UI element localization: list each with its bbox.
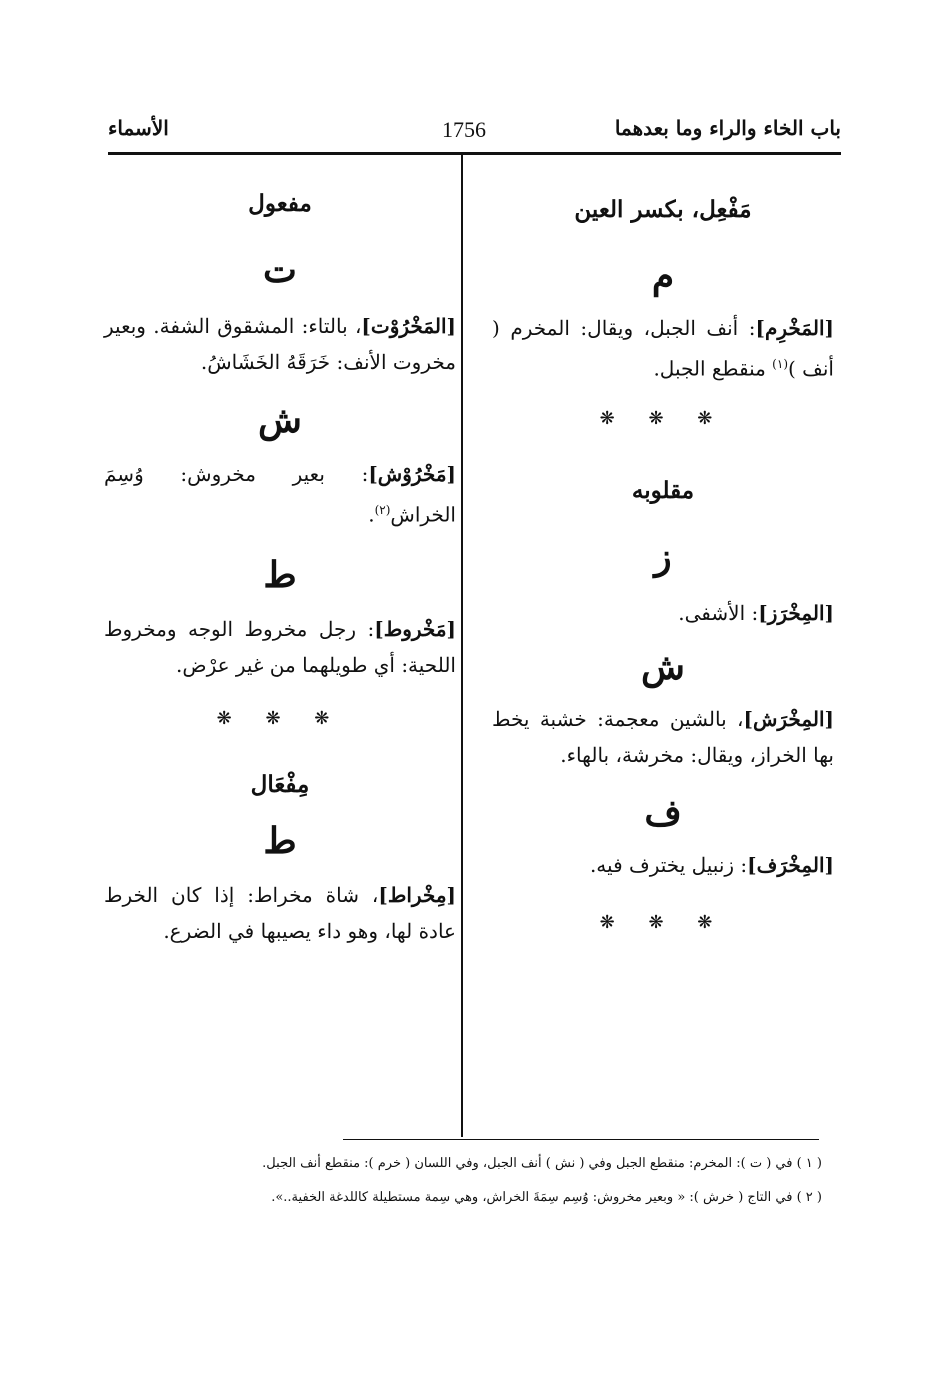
header-left-title: الأسماء bbox=[108, 116, 169, 140]
entry-headword: [المِخْرَش] bbox=[743, 706, 834, 731]
section-title: مفعول bbox=[248, 190, 312, 217]
entry bbox=[492, 595, 834, 631]
letter-heading: ت bbox=[263, 249, 297, 291]
letter-heading: ش bbox=[258, 399, 302, 441]
letter-heading: ف bbox=[644, 791, 682, 834]
entry-text: : رجل مخروط الوجه ومخروط اللحية: أي طويلهما من غير عرْض. bbox=[104, 616, 456, 677]
entry-headword: [المَخْرِم] bbox=[755, 316, 834, 340]
entry-text: : بعير مخروش: وُسِمَ الخراش bbox=[104, 462, 456, 527]
entry bbox=[104, 308, 456, 380]
entry bbox=[492, 310, 834, 387]
entry bbox=[104, 877, 456, 949]
right-column bbox=[492, 192, 834, 941]
entry-text: : أنف الجبل، ويقال: المخرم ( أنف ) bbox=[492, 316, 834, 381]
entry-headword: [المِخْرَز] bbox=[758, 600, 834, 625]
entry bbox=[104, 456, 456, 533]
entry-headword: [مِخْراط] bbox=[378, 882, 456, 907]
entry-text: ، شاة مخراط: إذا كان الخرط عادة لها، وهو داء يصيبها في الضرع. bbox=[104, 882, 456, 943]
header-right-title: باب الخاء والراء وما بعدهما bbox=[614, 116, 841, 140]
letter-heading: ز bbox=[654, 535, 672, 578]
entry-text: : الأشفى. bbox=[678, 600, 759, 625]
footnote-ref: (٢) bbox=[374, 503, 391, 517]
entry-headword: [مَخْروط] bbox=[374, 616, 456, 641]
footnote-ref: (١) bbox=[772, 357, 788, 371]
subsection-title: مِفْعَال bbox=[250, 770, 310, 798]
section-separator: ❋ ❋ ❋ bbox=[599, 911, 727, 933]
left-column bbox=[104, 186, 456, 949]
section-title: مَفْعِل، بكسر العين bbox=[574, 196, 752, 223]
entry bbox=[492, 701, 834, 773]
footnote-1: ( ١ ) في ( ت ): المخرم: منقطع الجبل وفي ( نش ) أنف الجبل، وفي اللسان ( خرم ): منقطع أنف الجبل. bbox=[262, 1156, 822, 1171]
entry-text-end: منقطع الجبل. bbox=[653, 356, 773, 381]
subsection-title: مقلوبه bbox=[631, 476, 695, 504]
entry-headword: [مَخْرُوْش] bbox=[368, 462, 456, 486]
letter-heading: م bbox=[651, 255, 675, 297]
entry-text: ، بالتاء: المشقوق الشفة. وبعير مخروت الأنف: خَرَقَهُ الخَشَاشُ. bbox=[104, 314, 456, 374]
entry-headword: [المَخْرُوْت] bbox=[361, 314, 456, 338]
entry-text: : زنبيل يخترف فيه. bbox=[589, 852, 748, 877]
letter-heading: ط bbox=[263, 819, 297, 862]
footnote-rule bbox=[343, 1139, 819, 1140]
letter-heading: ش bbox=[641, 645, 685, 688]
entry-headword: [المِخْرَف] bbox=[747, 852, 834, 877]
entry-text: ، بالشين معجمة: خشبة يخط بها الخراز، ويقال: مخرشة، بالهاء. bbox=[492, 706, 834, 767]
footnote-2: ( ٢ ) في التاج ( خرش ): « وبعير مخروش: وُسِم سِمَةَ الخراش، وهي سِمة مستطيلة كاللدغة الخفية..». bbox=[271, 1190, 822, 1205]
entry bbox=[492, 847, 834, 883]
page-number: 1756 bbox=[442, 117, 486, 142]
column-divider bbox=[461, 152, 463, 1137]
section-separator: ❋ ❋ ❋ bbox=[216, 707, 344, 729]
section-separator: ❋ ❋ ❋ bbox=[599, 407, 727, 429]
entry-text-end: . bbox=[368, 502, 375, 527]
entry bbox=[104, 611, 456, 683]
header-rule bbox=[108, 152, 841, 155]
letter-heading: ط bbox=[263, 553, 297, 596]
